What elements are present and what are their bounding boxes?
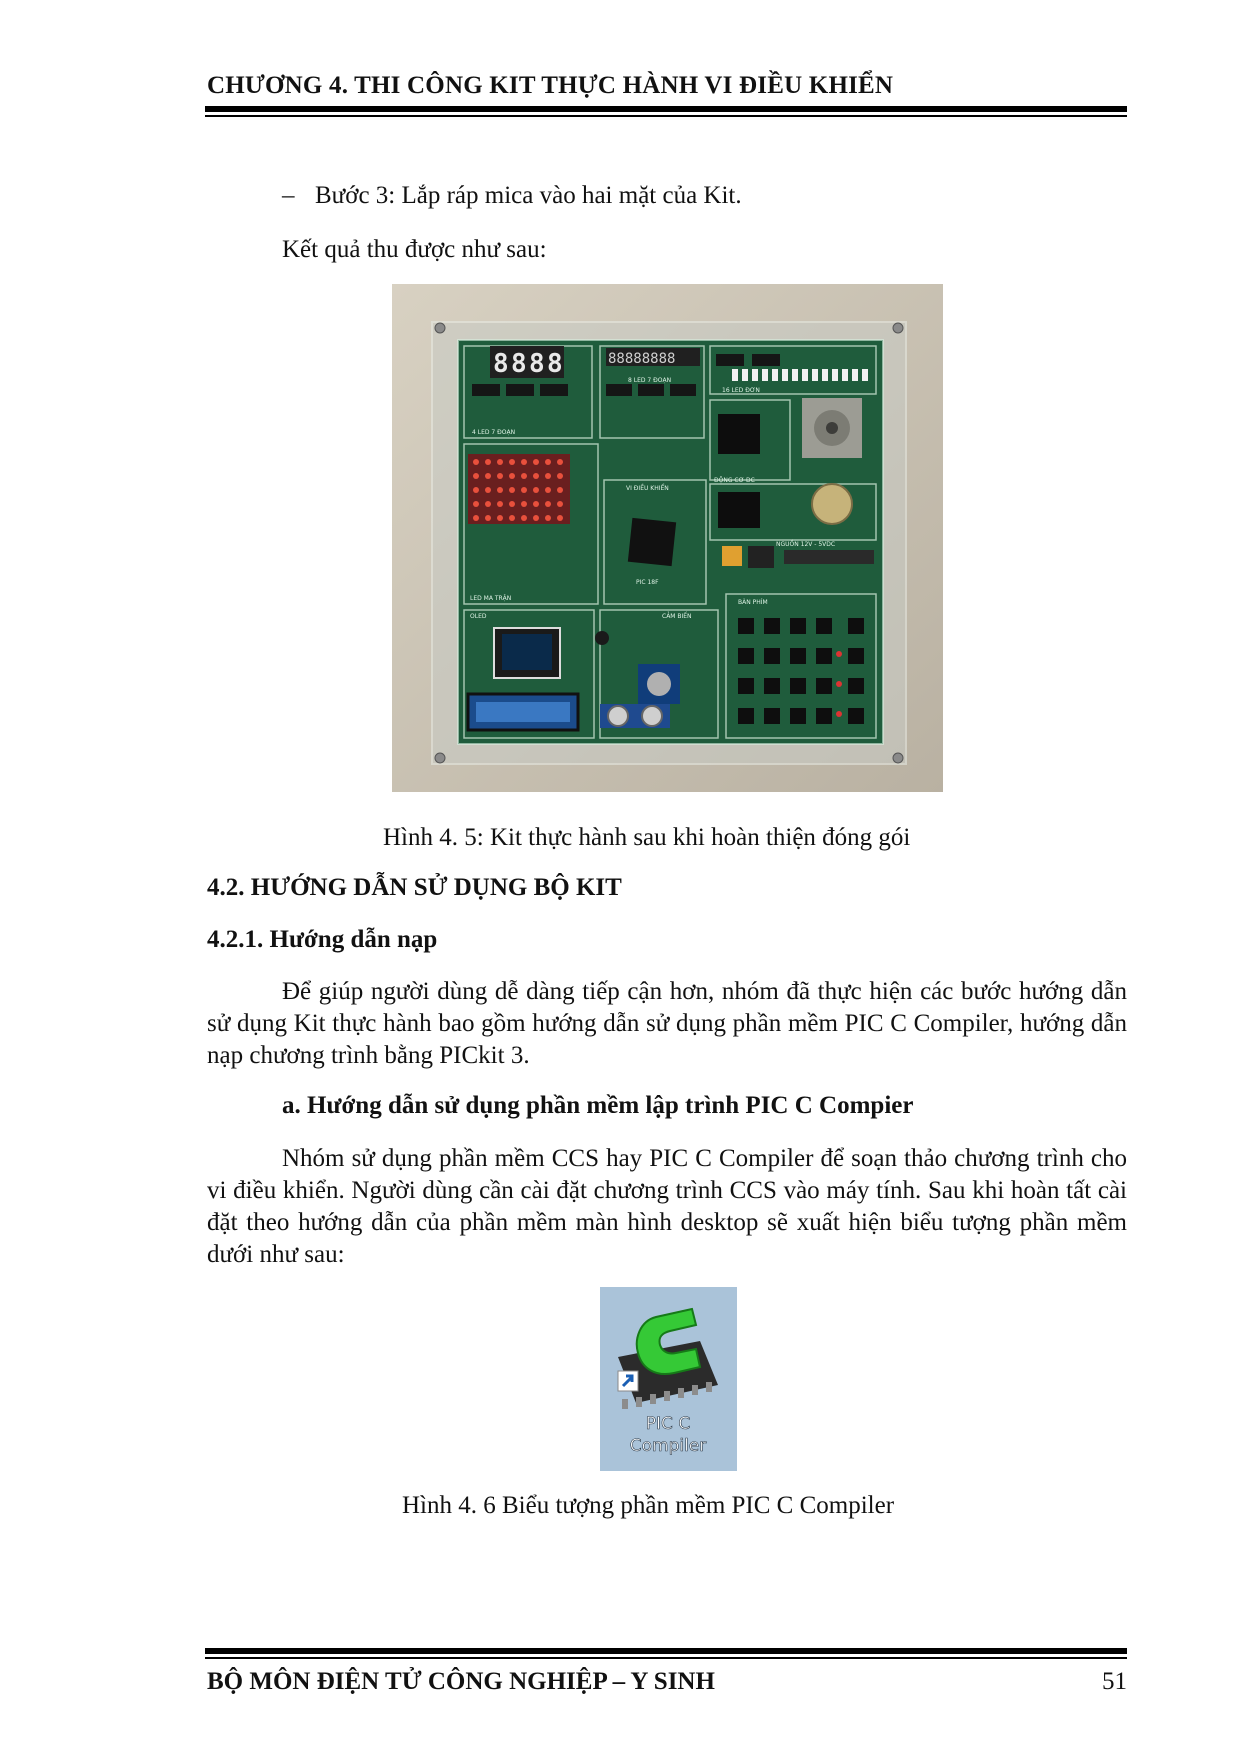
chapter-header-title: CHƯƠNG 4. THI CÔNG KIT THỰC HÀNH VI ĐIỀU KHIỂN: [207, 72, 894, 99]
svg-text:8: 8: [529, 349, 545, 379]
pic-c-compiler-icon: [600, 1287, 737, 1471]
footer-rule-thin: [205, 1657, 1127, 1659]
svg-text:8 LED 7 ĐOẠN: 8 LED 7 ĐOẠN: [628, 377, 672, 384]
paragraph-ccs: Nhóm sử dụng phần mềm CCS hay PIC C Compiler để soạn thảo chương trình cho vi điều khiển. Người dùng cần cài đặt chương trình CCS vào máy tính. Sau khi hoàn tất cài đặt theo hướng dẫn của phần mềm màn hình desktop sẽ xuất hiện biểu tượng phần mềm dưới như sau:: [207, 1145, 1127, 1268]
svg-text:LED MA TRẬN: LED MA TRẬN: [470, 595, 512, 602]
step3-text: Bước 3: Lắp ráp mica vào hai mặt của Kit.: [315, 182, 742, 209]
svg-text:VI ĐIỀU KHIỂN: VI ĐIỀU KHIỂN: [626, 485, 669, 492]
pic-c-compiler-desktop-icon: [600, 1287, 737, 1471]
section-heading-4-2-1: 4.2.1. Hướng dẫn nạp: [207, 926, 438, 953]
paragraph-intro: Để giúp người dùng dễ dàng tiếp cận hơn, nhóm đã thực hiện các bước hướng dẫn sử dụng Kit thực hành bao gồm hướng dẫn sử dụng phần mềm PIC C Compiler, hướng dẫn nạp chương trình bằng PICkit 3.: [207, 978, 1127, 1069]
section-heading-4-2: 4.2. HƯỚNG DẪN SỬ DỤNG BỘ KIT: [207, 874, 622, 901]
svg-text:BÀN PHÍM: BÀN PHÍM: [738, 599, 768, 606]
svg-text:NGUỒN 12V - 5VDC: NGUỒN 12V - 5VDC: [776, 541, 836, 548]
motor-driver-2: [718, 492, 760, 528]
result-intro: Kết quả thu được như sau:: [282, 236, 547, 263]
kit-board-illustration: [392, 284, 943, 792]
svg-text:88888888: 88888888: [608, 351, 676, 367]
svg-text:8: 8: [547, 349, 563, 379]
page-number: 51: [1102, 1668, 1127, 1695]
mcu-chip: [628, 518, 676, 566]
footer-rule-thick: [205, 1648, 1127, 1654]
svg-text:8: 8: [493, 349, 509, 379]
svg-text:8: 8: [511, 349, 527, 379]
svg-text:OLED: OLED: [470, 613, 487, 620]
svg-text:16 LED ĐƠN: 16 LED ĐƠN: [722, 387, 760, 394]
icon-label-line1: PIC C: [645, 1414, 691, 1434]
subsection-heading-a: a. Hướng dẫn sử dụng phần mềm lập trình PIC C Compier: [282, 1092, 914, 1119]
footer-department: BỘ MÔN ĐIỆN TỬ CÔNG NGHIỆP – Y SINH: [207, 1668, 715, 1695]
figure-4-5-caption: Hình 4. 5: Kit thực hành sau khi hoàn thiện đóng gói: [383, 824, 911, 851]
led-matrix: [468, 454, 570, 524]
dc-motor: [812, 484, 852, 524]
svg-text:CẢM BIẾN: CẢM BIẾN: [662, 613, 692, 620]
svg-text:4 LED 7 ĐOẠN: 4 LED 7 ĐOẠN: [472, 429, 516, 436]
header-rule-thick: [205, 106, 1127, 112]
figure-4-6-caption: Hình 4. 6 Biểu tượng phần mềm PIC C Compiler: [402, 1492, 895, 1519]
svg-text:PIC 18F: PIC 18F: [636, 579, 659, 586]
motor-driver-1: [718, 414, 760, 454]
kit-photo: [392, 284, 943, 792]
svg-text:ĐỘNG CƠ DC: ĐỘNG CƠ DC: [714, 477, 755, 484]
header-rule-thin: [205, 115, 1127, 117]
list-dash: –: [282, 182, 295, 209]
icon-label-line2: Compiler: [629, 1436, 707, 1456]
